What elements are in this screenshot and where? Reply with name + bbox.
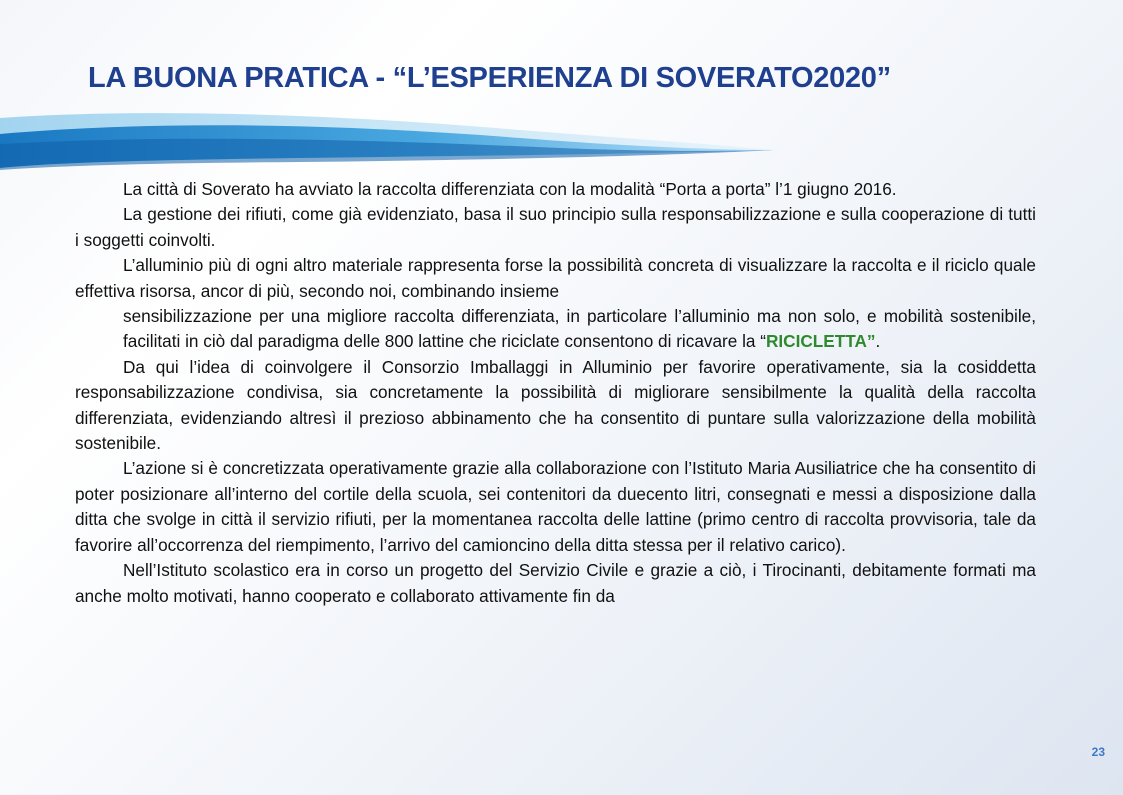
- paragraph-with-highlight: [75, 304, 1036, 355]
- paragraph: La gestione dei rifiuti, come già evidenziato, basa il suo principio sulla responsabilizzazione e sulla cooperazione di tutti i soggetti coinvolti.: [75, 204, 1036, 250]
- paragraph-end: .: [875, 331, 881, 352]
- highlight-closing-quote: ”: [866, 331, 876, 352]
- paragraph: L’azione si è concretizzata operativamente grazie alla collaborazione con l’Istituto Maria Ausiliatrice che ha consentito di poter posizionare all’interno del cortile della scuola, sei contenitori da duecento litri, consegnati e messi a disposizione dalla ditta che svolge in città il servizio rifiuti, per la momentanea raccolta delle lattine (primo centro di raccolta provvisoria, tale da favorire all’occorrenza del riempimento, l’arrivo del camioncino della ditta stessa per il relativo carico).: [75, 458, 1036, 555]
- paragraph-text: sensibilizzazione per una migliore raccolta differenziata, in particolare l’alluminio ma non solo, e mobilità sostenibile, facilitati in ciò dal paradigma delle 800 lattine che riciclate consentono di ricavare la “: [123, 306, 1036, 352]
- paragraph: L’alluminio più di ogni altro materiale rappresenta forse la possibilità concreta di visualizzare la raccolta e il riciclo quale effettiva risorsa, ancor di più, secondo noi, combinando insieme: [75, 255, 1036, 301]
- paragraph: Nell’Istituto scolastico era in corso un progetto del Servizio Civile e grazie a ciò, i Tirocinanti, debitamente formati ma anche molto motivati, hanno cooperato e collaborato attivamente fin da: [75, 560, 1036, 606]
- highlight-ricicletta: [766, 331, 875, 351]
- paragraph: Da qui l’idea di coinvolgere il Consorzio Imballaggi in Alluminio per favorire operativamente, sia la cosiddetta responsabilizzazione condivisa, sia concretamente la possibilità di migliorare sensibilmente la qualità della raccolta differenziata, evidenziando altresì il prezioso abbinamento che ha consentito di puntare sulla valorizzazione della mobilità sostenibile.: [75, 356, 1036, 454]
- body-text: [75, 177, 1036, 609]
- page-number: 23: [1091, 745, 1105, 759]
- paragraph: La città di Soverato ha avviato la raccolta differenziata con la modalità “Porta a porta” l’1 giugno 2016.: [123, 179, 897, 199]
- decorative-wave: [0, 108, 790, 170]
- highlight-word: RICICLETTA: [765, 331, 867, 352]
- slide-title: LA BUONA PRATICA - “L’ESPERIENZA DI SOVERATO2020”: [88, 62, 891, 94]
